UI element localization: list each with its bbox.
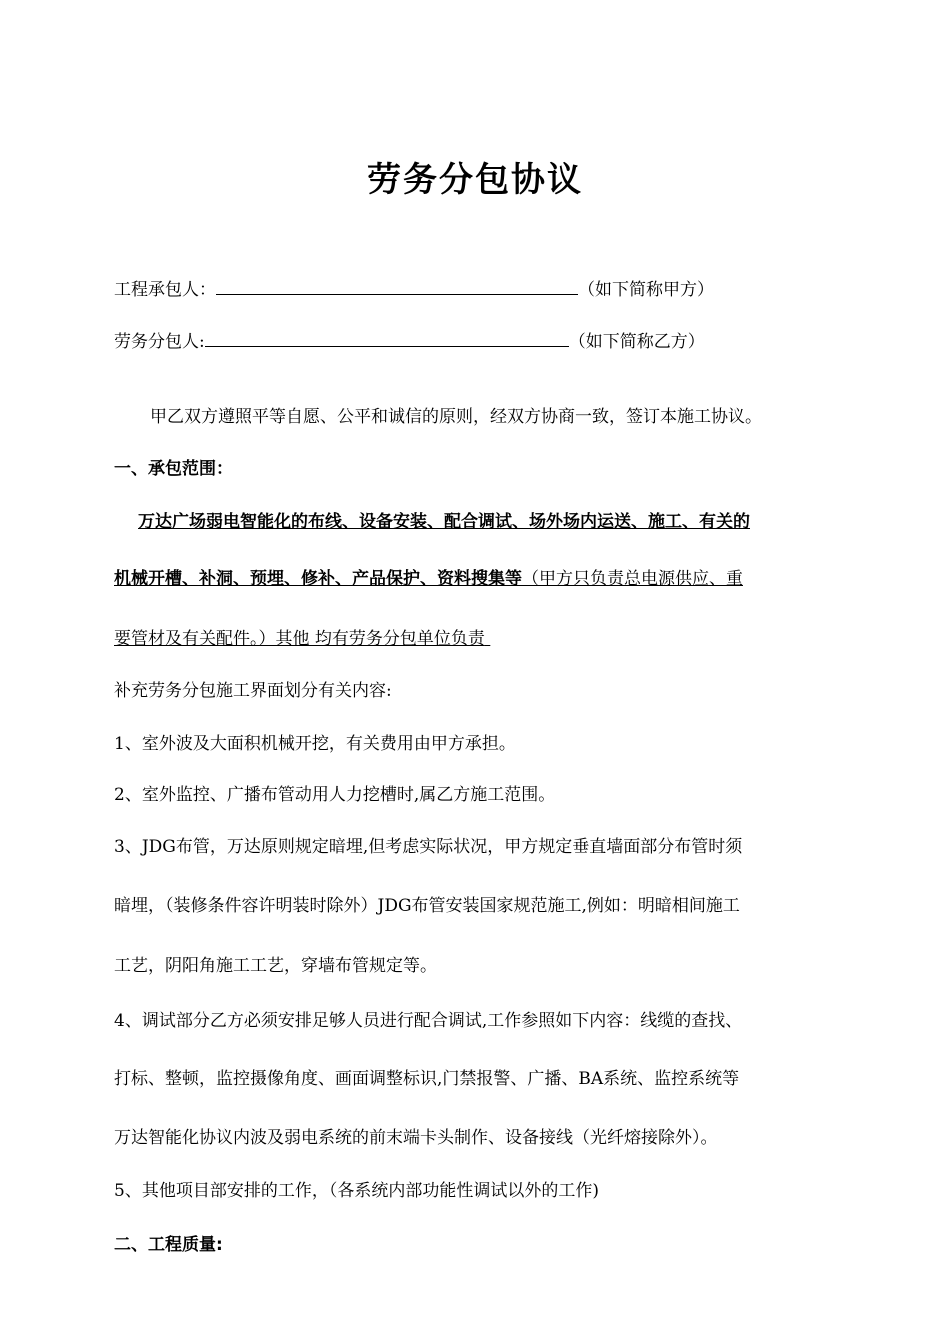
subcontractor-suffix: （如下简称乙方）	[568, 332, 705, 352]
supplement-text: 补充劳务分包施工界面划分有关内容:	[114, 681, 392, 701]
item-5: 5、其他项目部安排的工作，（各系统内部功能性调试以外的工作)	[114, 1181, 599, 1201]
subcontractor-blank[interactable]	[205, 328, 569, 347]
contractor-blank[interactable]	[216, 276, 578, 295]
item-3-line-2: 暗埋，（装修条件容许明装时除外）JDG布管安装国家规范施工,例如：明暗相间施工	[114, 896, 740, 916]
intro-paragraph: 甲乙双方遵照平等自愿、公平和诚信的原则，经双方协商一致，签订本施工协议。	[150, 407, 762, 427]
item-1: 1、室外波及大面积机械开挖，有关费用由甲方承担。	[114, 734, 516, 754]
subcontractor-line	[114, 328, 705, 354]
item-4-line-2: 打标、整顿，监控摄像角度、画面调整标识,门禁报警、广播、BA系统、监控系统等	[114, 1069, 740, 1089]
document-title: 劳务分包协议	[367, 160, 583, 200]
contractor-suffix: （如下简称甲方）	[578, 280, 714, 300]
section1-heading: 一、承包范围：	[114, 459, 233, 479]
scope-line-3-text: 要管材及有关配件。）其他 均有劳务分包单位负责	[114, 629, 485, 649]
scope-line-2-bold: 机械开槽、补洞、预埋、修补、产品保护、资料搜集等	[114, 569, 522, 589]
scope-line-3-trail	[485, 627, 529, 651]
contractor-line	[114, 276, 714, 302]
item-3-line-3: 工艺，阴阳角施工工艺，穿墙布管规定等。	[114, 956, 437, 976]
item-2: 2、室外监控、广播布管动用人力挖槽时,属乙方施工范围。	[114, 785, 556, 805]
scope-line-2	[114, 567, 743, 591]
scope-line-3	[114, 627, 529, 651]
item-3-line-1: 3、JDG布管，万达原则规定暗埋,但考虑实际状况，甲方规定垂直墙面部分布管时须	[114, 837, 743, 857]
contractor-label: 工程承包人：	[114, 280, 216, 300]
subcontractor-label: 劳务分包人:	[114, 332, 205, 352]
section2-heading: 二、工程质量:	[114, 1235, 223, 1255]
scope-line-1: 万达广场弱电智能化的布线、设备安装、配合调试、场外场内运送、施工、有关的	[138, 512, 750, 532]
scope-line-2-rest: （甲方只负责总电源供应、重	[522, 569, 743, 589]
item-4-line-1: 4、调试部分乙方必须安排足够人员进行配合调试,工作参照如下内容：线缆的查找、	[114, 1011, 743, 1031]
item-4-line-3: 万达智能化协议内波及弱电系统的前末端卡头制作、设备接线（光纤熔接除外）。	[114, 1128, 718, 1148]
